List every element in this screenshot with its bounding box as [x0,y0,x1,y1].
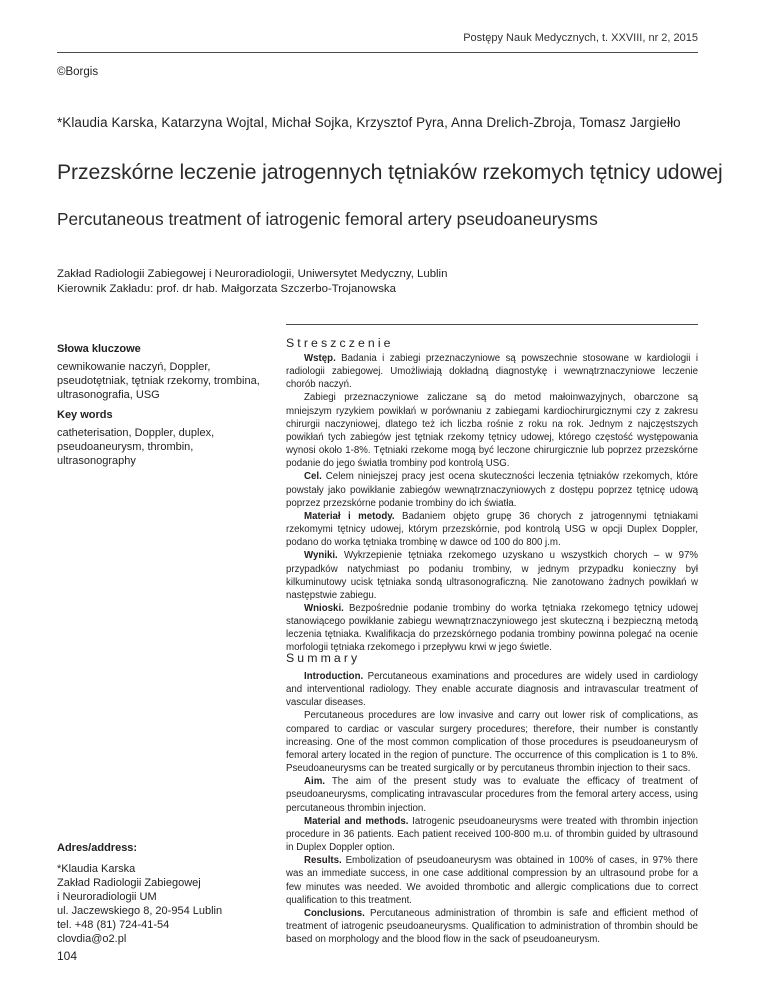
paragraph-label: Results. [304,855,342,867]
paragraph-text: Percutaneous procedures are low invasive and carry out lower risk of complications, as compared to cardiac or vascular surgery procedures; therefore, their number is constantly increasing. One of the most common complication of those procedures is pseudoaneurysm of femoral artery located in the region of puncture. The occurrence of this complication is 1 to 8%. Pseudoaneurysms can be treated surgically or by percutaneus thrombin injection to their sacs. [286,710,698,775]
abstract-paragraph [286,709,698,775]
keywords-en [57,408,262,468]
authors: *Klaudia Karska, Katarzyna Wojtal, Michał Sojka, Krzysztof Pyra, Anna Drelich-Zbroja, Tomasz Jargiełło [57,115,681,130]
paragraph-label: Wnioski. [304,602,344,614]
abstract-paragraph [286,391,698,470]
paragraph-text: Wykrzepienie tętniaka rzekomego uzyskano u wszystkich chorych – w 97% przypadków natychmiast po podaniu trombiny, w jednym przypadku konieczny był kilkuminutowy ucisk tętniaka sondą ultrasonograficzną. Nie zanotowano żadnych powikłań w następstwie zabiegu. [286,550,698,601]
title-polish: Przezskórne leczenie jatrogennych tętniaków rzekomych tętnicy udowej [57,161,723,184]
address-line[interactable]: clovdia@o2.pl [57,933,127,945]
paragraph-text: Embolization of pseudoaneurysm was obtained in 100% of cases, in 97% there was an immediate success, in one case additional compression by an ultrasound probe for a few minutes was needed. We avoided thrombotic and allergic complications due to correct qualification to this treatment. [286,855,698,906]
abstract-paragraph [286,775,698,814]
abstract-paragraph [286,470,698,509]
title-english: Percutaneous treatment of iatrogenic femoral artery pseudoaneurysms [57,209,598,229]
paragraph-label: Wstęp. [304,353,336,364]
paragraph-label: Conclusions. [304,907,365,919]
streszczenie-heading: Streszczenie [286,336,394,350]
paragraph-text: Celem niniejszej pracy jest ocena skuteczności leczenia tętniaków rzekomych, które powstały jako powikłanie zabiegów wewnątrznaczyniowych z dostępu poprzez tętnicę udową poprzez przezskórne podanie trombiny do ich światła. [286,471,698,509]
affiliation [57,267,447,297]
address-header: Adres/address: [57,842,138,854]
journal-citation: Postępy Nauk Medycznych, t. XXVIII, nr 2, 2015 [463,32,698,44]
keywords-pl-text: cewnikowanie naczyń, Doppler, pseudotętniak, tętniak rzekomy, trombina, ultrasonografia, USG [57,361,260,401]
page-number: 104 [57,949,78,963]
address-line: Zakład Radiologii Zabiegowej [57,877,201,889]
address-line: tel. +48 (81) 724-41-54 [57,919,170,931]
affiliation-line: Zakład Radiologii Zabiegowej i Neuroradiologii, Uniwersytet Medyczny, Lublin [57,268,448,280]
address-block [57,841,262,946]
paragraph-label: Aim. [304,776,325,788]
address-line: ul. Jaczewskiego 8, 20-954 Lublin [57,905,223,917]
paragraph-text: The aim of the present study was to evaluate the efficacy of treatment of pseudoaneurysms, complicating intravascular procedures from the femoral artery access, using percutaneous thrombin injection. [286,776,698,814]
address-line: i Neuroradiologii UM [57,891,157,903]
affiliation-head: Kierownik Zakładu: prof. dr hab. Małgorzata Szczerbo-Trojanowska [57,283,396,295]
paragraph-label: Material and methods. [304,815,409,827]
paragraph-text: Iatrogenic pseudoaneurysms were treated with thrombin injection procedure in 36 patients. Each patient received 100-800 m.u. of thrombin guided by ultrasound in Duplex Doppler option. [286,815,698,854]
abstract-rule [286,324,698,325]
summary-heading: Summary [286,651,361,665]
abstract-paragraph [286,815,698,854]
streszczenie-body [286,352,698,655]
abstract-paragraph [286,510,698,549]
paragraph-label: Cel. [304,471,322,483]
keywords-pl [57,342,262,402]
summary-body [286,670,698,946]
keywords-en-header: Key words [57,409,113,421]
paragraph-text: Badania i zabiegi przeznaczyniowe są powszechnie stosowane w kardiologii i radiologii zabiegowej. Umożliwiają dokładną diagnostykę i wewnątrznaczyniowe leczenie chorób naczyń. [286,353,698,391]
paragraph-text: Badaniem objęto grupę 36 chorych z jatrogennymi tętniakami rzekomymi tętnicy udowej, którym przezskórnie, pod kontrolą USG w opcji Duplex Doppler, podano do worka tętniaka trombinę w dawce od 100 do 800 j.m. [286,510,698,549]
copyright: ©Borgis [57,66,99,78]
abstract-paragraph [286,670,698,709]
abstract-paragraph [286,854,698,907]
paragraph-label: Wyniki. [304,550,338,562]
address-line: *Klaudia Karska [57,863,136,875]
keywords-pl-header: Słowa kluczowe [57,343,141,355]
paragraph-label: Introduction. [304,671,364,682]
header-rule [57,52,698,53]
abstract-paragraph [286,549,698,602]
paragraph-text: Percutaneous administration of thrombin is safe and efficient method of treatment of iatrogenic pseudoaneurysms. Qualification to administration of thrombin should be based on morphology and the blood flow in the sack of pseudoaneurysm. [286,907,698,946]
keywords-en-text: catheterisation, Doppler, duplex, pseudoaneurysm, thrombin, ultrasonography [57,427,215,467]
paragraph-text: Zabiegi przeznaczyniowe zaliczane są do metod małoinwazyjnych, obarczone są mniejszym ryzykiem powikłań w porównaniu z zabiegami kardiochirurgicznymi czy z zakresu chirurgii naczyniowej, dlatego też ich liczba rośnie z roku na rok. Jednym z najczęstszych powikłań tych zabiegów jest tętniak rzekomy tętnicy udowej, którego częstość występowania wynosi około 1-8%. Tętniaki rzekome mogą być leczone chirurgicznie lub poprzez przezskórne podanie do jego światła trombiny pod kontrolą USG. [286,392,698,470]
abstract-paragraph [286,907,698,946]
abstract-paragraph [286,352,698,391]
paragraph-text: Bezpośrednie podanie trombiny do worka tętniaka rzekomego tętnicy udowej stanowiącego powikłanie zabiegu wewnątrznaczyniowego jest skuteczną i bezpieczną metodą leczenia tętniaka. Kwalifikacja do przezskórnego podania trombiny powinna polegać na ocenie morfologii tętniaka rzekomego i przepływu krwi w jego świetle. [286,602,698,654]
paragraph-text: Percutaneous examinations and procedures are widely used in cardiology and interventional radiology. They enable accurate diagnosis and intravascular treatment of vascular diseases. [286,671,698,709]
abstract-paragraph [286,602,698,655]
paragraph-label: Materiał i metody. [304,510,395,522]
